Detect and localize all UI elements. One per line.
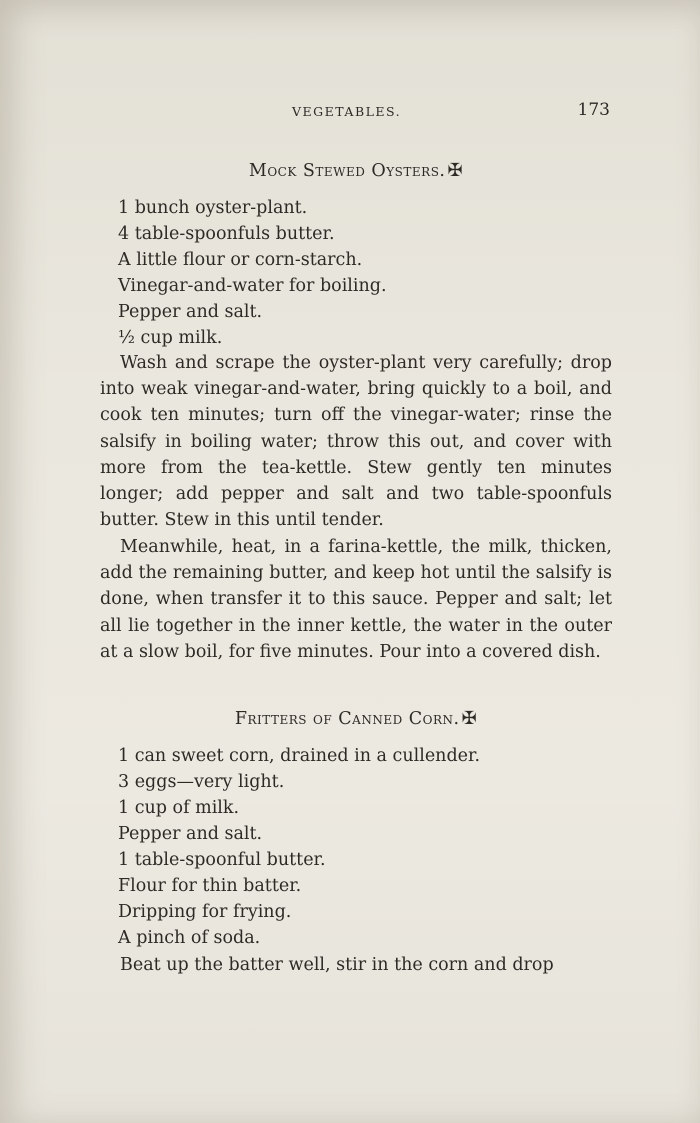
instruction-paragraph: Meanwhile, heat, in a farina-kettle, the milk, thicken, add the remaining butter, and keep hot until the salsify is done, when transfer it to this sauce. Pepper and salt; let all lie together in the inner kettle, the water in the outer at a slow boil, for five minutes. Pour into a covered dish. — [100, 537, 612, 662]
maltese-cross-icon: ✠ — [447, 160, 464, 181]
recipe-title-mock-stewed-oysters — [100, 160, 612, 181]
ingredient-item: Vinegar-and-water for boiling. — [118, 276, 387, 296]
ingredient-item: 4 table-spoonfuls butter. — [118, 224, 335, 244]
ingredient-item: 3 eggs—very light. — [118, 772, 285, 792]
ingredient-item: 1 can sweet corn, drained in a cullender. — [118, 746, 481, 766]
maltese-cross-icon: ✠ — [461, 708, 478, 729]
instruction-paragraph: Beat up the batter well, stir in the corn and drop — [120, 955, 554, 975]
recipe-title-fritters-canned-corn — [100, 708, 612, 729]
ingredient-item: ½ cup milk. — [118, 328, 223, 348]
ingredient-item: Pepper and salt. — [118, 824, 263, 844]
ingredient-item: A pinch of soda. — [118, 928, 261, 948]
ingredient-item: 1 table-spoonful butter. — [118, 850, 326, 870]
ingredient-item: Flour for thin batter. — [118, 876, 302, 896]
ingredient-item: A little flour or corn-starch. — [118, 250, 363, 270]
running-head — [100, 100, 612, 126]
page-number: 173 — [577, 100, 610, 120]
ingredient-item: Pepper and salt. — [118, 302, 263, 322]
ingredient-item: 1 bunch oyster-plant. — [118, 198, 308, 218]
recipe-title-text: Mock Stewed Oysters. — [248, 161, 446, 181]
section-name: VEGETABLES. — [292, 104, 402, 119]
instruction-paragraph: Wash and scrape the oyster-plant very carefully; drop into weak vinegar-and-water, bring quickly to a boil, and cook ten minutes; turn off the vinegar-water; rinse the salsify in boiling water; throw this out, and cover with more from the tea-kettle. Stew gently ten minutes longer; add pepper and salt and two table-spoonfuls butter. Stew in this until tender. — [100, 353, 612, 531]
ingredient-item: Dripping for frying. — [118, 902, 292, 922]
recipe-title-text: Fritters of Canned Corn. — [234, 709, 460, 729]
ingredient-item: 1 cup of milk. — [118, 798, 240, 818]
